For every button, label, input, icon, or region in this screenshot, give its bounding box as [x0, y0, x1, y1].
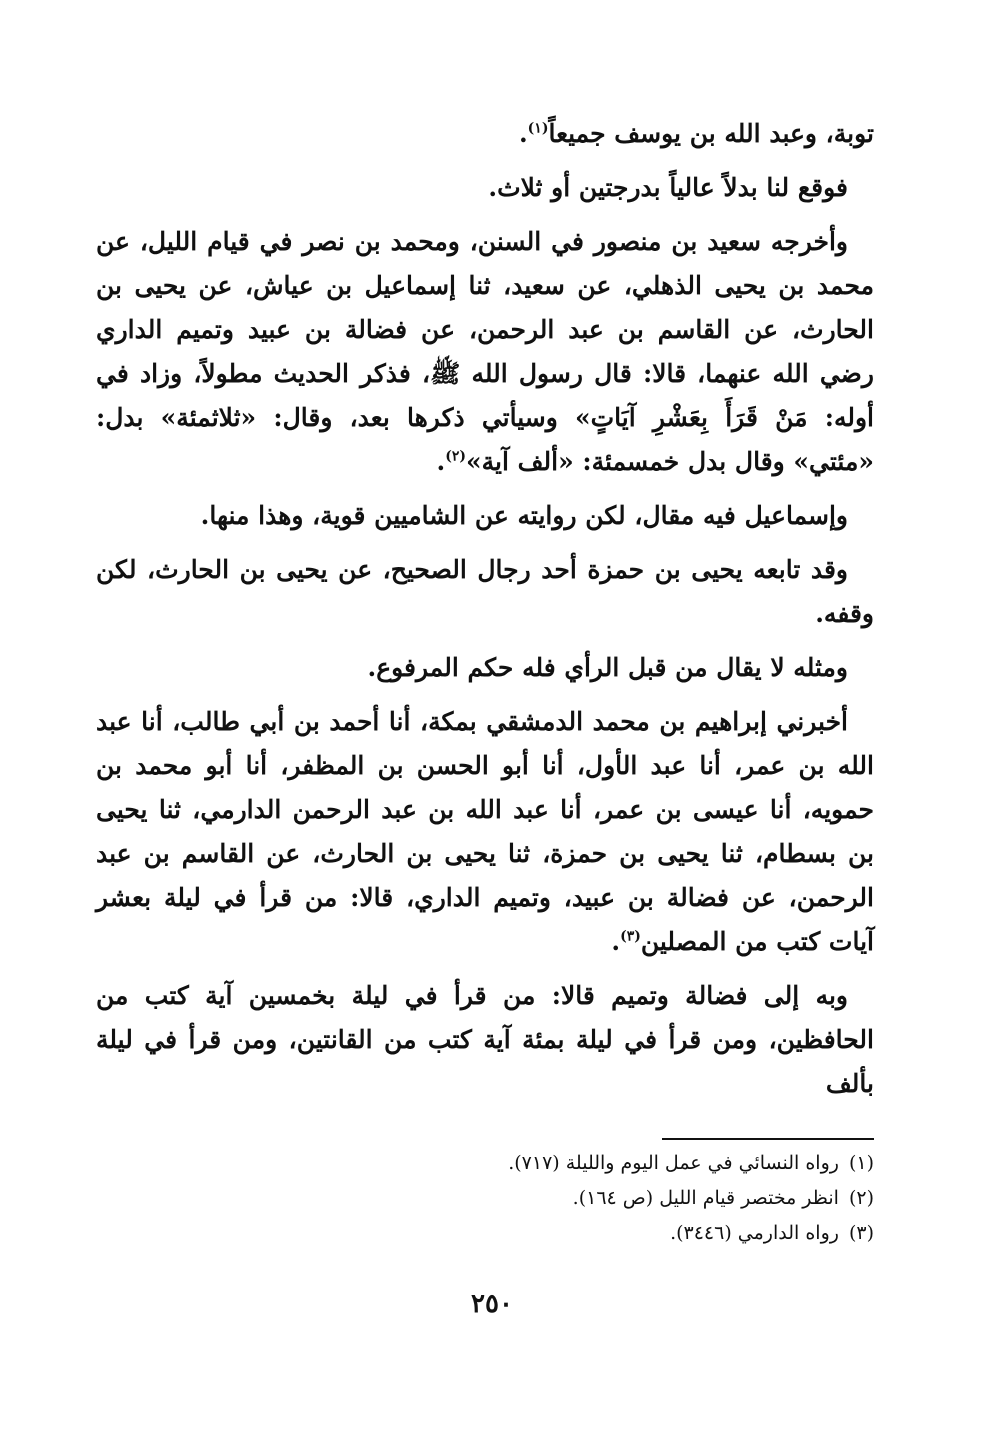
- paragraph-5: [96, 548, 874, 636]
- footnote-text: رواه الدارمي (٣٤٤٦).: [670, 1222, 839, 1244]
- footnote-ref-1: (١): [527, 120, 549, 137]
- page-number: ٢٥٠: [471, 1289, 513, 1319]
- paragraph-6: [96, 646, 874, 690]
- paragraph-text: فوقع لنا بدلاً عالياً بدرجتين أو ثلاث.: [488, 173, 848, 202]
- paragraph-8: [96, 974, 874, 1106]
- footnote-ref-2: (٢): [445, 448, 467, 465]
- footnote-number: (٣): [848, 1222, 874, 1244]
- footnote-2: [374, 1181, 874, 1216]
- paragraph-text: وبه إلى فضالة وتميم قالا: من قرأ في ليلة بخمسين آية كتب من الحافظين، ومن قرأ في ليلة بمئة آية كتب من القانتين، ومن قرأ في ليلة بألف: [96, 981, 874, 1098]
- paragraph-4: [96, 494, 874, 538]
- paragraph-text: وقد تابعه يحيى بن حمزة أحد رجال الصحيح، عن يحيى بن الحارث، لكن وقفه.: [96, 555, 874, 628]
- footnote-1: [374, 1146, 874, 1181]
- paragraph-text: ومثله لا يقال من قبل الرأي فله حكم المرفوع.: [367, 653, 848, 682]
- footnote-ref-3: (٣): [620, 928, 641, 945]
- paragraph-text: توبة، وعبد الله بن يوسف جميعاً: [548, 119, 874, 148]
- paragraph-7: [96, 700, 874, 964]
- paragraph-1: [96, 112, 874, 156]
- paragraph-tail: .: [436, 447, 446, 476]
- footnote-3: [374, 1216, 874, 1251]
- paragraph-text: وأخرجه سعيد بن منصور في السنن، ومحمد بن نصر في قيام الليل، عن محمد بن يحيى الذهلي، عن سعيد، ثنا إسماعيل بن عياش، عن يحيى بن الحارث، عن القاسم بن عبد الرحمن، عن فضالة بن عبيد وتميم الداري رضي الله عنهما، قالا: قال رسول الله ﷺ، فذكر الحديث مطولاً، وزاد في أوله: مَنْ قَرَأَ بِعَشْرِ آيَاتٍ» وسيأتي ذكرها بعد، وقال: «ثلاثمئة» بدل: «مئتي» وقال بدل خمسمئة: «ألف آية»: [96, 227, 874, 476]
- footnote-text: رواه النسائي في عمل اليوم والليلة (٧١٧).: [508, 1152, 839, 1174]
- paragraph-tail: .: [518, 119, 528, 148]
- footnote-separator: [662, 1138, 874, 1140]
- paragraph-2: [96, 166, 874, 210]
- paragraph-tail: .: [611, 927, 621, 956]
- footnote-text: انظر مختصر قيام الليل (ص ١٦٤).: [572, 1187, 839, 1209]
- footnotes: [374, 1146, 874, 1251]
- footnote-number: (١): [848, 1152, 874, 1174]
- paragraph-text: أخبرني إبراهيم بن محمد الدمشقي بمكة، أنا أحمد بن أبي طالب، أنا عبد الله بن عمر، أنا عبد الأول، أنا أبو الحسن بن المظفر، أنا أبو محمد بن حمويه، أنا عيسى بن عمر، أنا عبد الله بن عبد الرحمن الدارمي، ثنا يحيى بن بسطام، ثنا يحيى بن حمزة، ثنا يحيى بن الحارث، عن القاسم بن عبد الرحمن، عن فضالة بن عبيد، وتميم الداري، قالا: من قرأ في ليلة بعشر آيات كتب من المصلين: [96, 707, 874, 956]
- footnote-number: (٢): [848, 1187, 874, 1209]
- paragraph-text: وإسماعيل فيه مقال، لكن روايته عن الشاميين قوية، وهذا منها.: [200, 501, 848, 530]
- paragraph-3: [96, 220, 874, 484]
- main-text: [96, 112, 874, 1116]
